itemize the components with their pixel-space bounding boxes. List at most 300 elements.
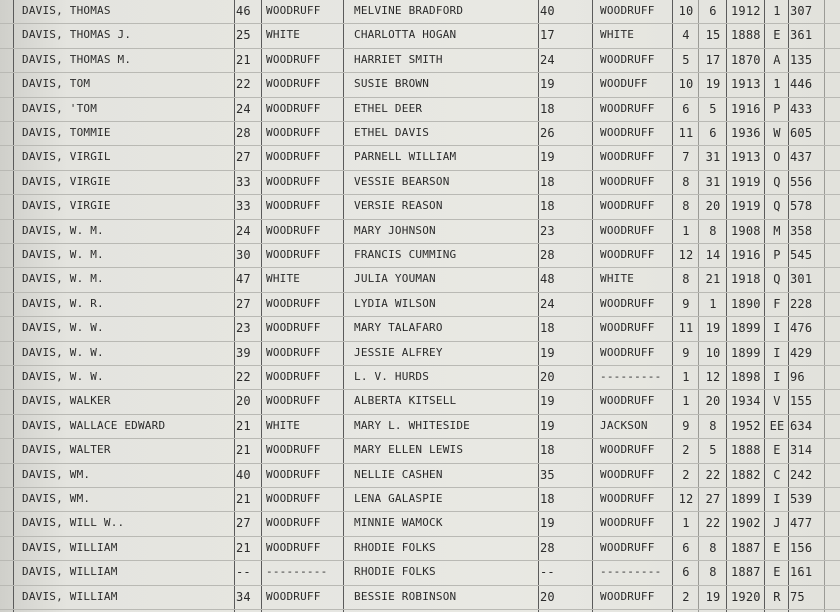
- groom-name: DAVIS, THOMAS J.: [22, 28, 132, 42]
- table-row: [0, 146, 840, 170]
- groom-age: 20: [236, 394, 251, 409]
- groom-residence: WOODRUFF: [266, 443, 321, 457]
- table-row: [0, 49, 840, 73]
- marriage-day: 10: [705, 345, 721, 360]
- bride-name: MARY L. WHITESIDE: [354, 418, 470, 432]
- groom-age: 23: [236, 321, 251, 336]
- marriage-day: 22: [705, 467, 721, 482]
- groom-name: DAVIS, THOMAS M.: [22, 52, 132, 66]
- marriage-year: 1920: [731, 589, 761, 604]
- marriage-month: 7: [682, 150, 690, 165]
- bride-age: --: [540, 565, 555, 580]
- record-book: E: [773, 443, 781, 458]
- bride-name: RHODIE FOLKS: [354, 565, 436, 579]
- bride-residence: WOODRUFF: [600, 248, 655, 261]
- groom-name: DAVIS, W. M.: [22, 223, 104, 237]
- bride-age: 18: [540, 174, 555, 189]
- record-page: 433: [790, 101, 813, 116]
- groom-age: 21: [236, 540, 251, 555]
- groom-residence: WOODRUFF: [266, 540, 321, 554]
- groom-residence: WOODRUFF: [266, 52, 321, 66]
- groom-residence: WOODRUFF: [266, 77, 321, 91]
- table-row: [0, 537, 840, 561]
- marriage-year: 1952: [731, 418, 761, 433]
- table-row: [0, 195, 840, 219]
- groom-name: DAVIS, WALLACE EDWARD: [22, 418, 166, 432]
- record-book: E: [773, 540, 781, 555]
- bride-age: 20: [540, 589, 555, 604]
- marriage-day: 31: [705, 174, 721, 189]
- marriage-day: 21: [705, 272, 721, 287]
- groom-residence: WOODRUFF: [266, 199, 321, 213]
- groom-age: 27: [236, 516, 251, 531]
- marriage-year: 1919: [731, 199, 761, 214]
- record-book: 1: [773, 77, 781, 92]
- record-book: I: [773, 492, 781, 506]
- marriage-year: 1908: [731, 223, 761, 238]
- bride-age: 19: [540, 345, 555, 360]
- marriage-month: 6: [682, 565, 690, 580]
- groom-age: 33: [236, 199, 251, 214]
- groom-name: DAVIS, W. W.: [22, 370, 104, 383]
- bride-residence: WOODRUFF: [600, 345, 655, 359]
- groom-residence: WOODRUFF: [266, 4, 321, 17]
- marriage-day: 5: [709, 101, 717, 116]
- bride-residence: WOODRUFF: [600, 126, 655, 139]
- bride-name: FRANCIS CUMMING: [354, 248, 457, 261]
- table-row: [0, 244, 840, 268]
- bride-name: ETHEL DAVIS: [354, 126, 430, 139]
- marriage-day: 20: [705, 199, 721, 214]
- marriage-month: 8: [682, 174, 690, 189]
- groom-name: DAVIS, WM.: [22, 492, 91, 505]
- marriage-month: 9: [682, 345, 690, 360]
- bride-residence: WHITE: [600, 272, 635, 286]
- marriage-day: 19: [705, 321, 721, 336]
- bride-age: 26: [540, 126, 555, 140]
- groom-residence: WOODRUFF: [266, 296, 321, 310]
- groom-name: DAVIS, 'TOM: [22, 101, 98, 115]
- bride-residence: WOODRUFF: [600, 492, 655, 505]
- groom-age: 33: [236, 174, 251, 189]
- marriage-month: 1: [682, 370, 690, 384]
- marriage-day: 8: [709, 540, 717, 555]
- record-page: 155: [790, 394, 813, 409]
- groom-age: 25: [236, 28, 251, 43]
- groom-age: 34: [236, 589, 251, 604]
- marriage-day: 17: [705, 52, 721, 67]
- marriage-month: 1: [682, 223, 690, 238]
- groom-residence: ---------: [266, 565, 328, 579]
- groom-age: 21: [236, 492, 251, 506]
- bride-residence: WOODRUFF: [600, 540, 655, 554]
- bride-residence: WOODRUFF: [600, 394, 655, 408]
- groom-residence: WOODRUFF: [266, 248, 321, 261]
- bride-age: 18: [540, 101, 555, 116]
- bride-residence: ---------: [600, 565, 662, 579]
- record-book: R: [773, 589, 781, 604]
- bride-residence: WOODRUFF: [600, 174, 655, 188]
- record-page: 605: [790, 126, 813, 140]
- marriage-month: 11: [678, 321, 694, 336]
- marriage-year: 1918: [731, 272, 761, 287]
- marriage-month: 10: [678, 4, 694, 18]
- bride-name: MARY JOHNSON: [354, 223, 436, 237]
- record-book: A: [773, 52, 781, 67]
- record-book: E: [773, 28, 781, 43]
- record-book: I: [773, 321, 781, 336]
- groom-name: DAVIS, WALTER: [22, 443, 111, 457]
- groom-residence: WOODRUFF: [266, 370, 321, 383]
- marriage-year: 1899: [731, 345, 761, 360]
- groom-name: DAVIS, W. W.: [22, 321, 104, 335]
- groom-name: DAVIS, W. M.: [22, 248, 104, 261]
- groom-residence: WOODRUFF: [266, 516, 321, 530]
- bride-name: MINNIE WAMOCK: [354, 516, 443, 530]
- marriage-year: 1916: [731, 248, 761, 262]
- record-page: 314: [790, 443, 813, 458]
- table-row: [0, 24, 840, 48]
- groom-age: 21: [236, 418, 251, 433]
- marriage-year: 1913: [731, 150, 761, 165]
- marriage-month: 6: [682, 540, 690, 555]
- record-page: 135: [790, 52, 813, 67]
- record-book: Q: [773, 199, 781, 214]
- bride-name: VESSIE BEARSON: [354, 174, 450, 188]
- marriage-year: 1916: [731, 101, 761, 116]
- marriage-month: 11: [678, 126, 694, 140]
- bride-age: 19: [540, 394, 555, 409]
- record-book: EE: [769, 418, 785, 433]
- record-page: 161: [790, 565, 813, 580]
- groom-age: 24: [236, 223, 251, 238]
- marriage-month: 10: [678, 77, 694, 92]
- bride-age: 19: [540, 418, 555, 433]
- marriage-month: 8: [682, 272, 690, 287]
- record-page: 545: [790, 248, 813, 262]
- groom-residence: WOODRUFF: [266, 345, 321, 359]
- record-book: O: [773, 150, 781, 165]
- table-row: [0, 512, 840, 536]
- bride-age: 18: [540, 321, 555, 336]
- groom-name: DAVIS, VIRGIL: [22, 150, 111, 164]
- record-page: 446: [790, 77, 813, 92]
- table-row: [0, 317, 840, 341]
- groom-age: 21: [236, 443, 251, 458]
- groom-age: --: [236, 565, 251, 580]
- bride-age: 18: [540, 443, 555, 458]
- record-page: 476: [790, 321, 813, 336]
- record-book: W: [773, 126, 781, 140]
- table-row: [0, 342, 840, 366]
- groom-age: 46: [236, 4, 251, 18]
- marriage-year: 1913: [731, 77, 761, 92]
- marriage-year: 1936: [731, 126, 761, 140]
- marriage-day: 20: [705, 394, 721, 409]
- marriage-day: 27: [705, 492, 721, 506]
- marriage-day: 8: [709, 418, 717, 433]
- marriage-year: 1887: [731, 540, 761, 555]
- record-book: I: [773, 345, 781, 360]
- marriage-day: 19: [705, 77, 721, 92]
- record-book: M: [773, 223, 781, 238]
- record-book: I: [773, 370, 781, 384]
- bride-residence: WOODRUFF: [600, 199, 655, 213]
- groom-residence: WOODRUFF: [266, 150, 321, 164]
- groom-residence: WOODRUFF: [266, 126, 321, 139]
- bride-residence: JACKSON: [600, 418, 648, 432]
- record-page: 634: [790, 418, 813, 433]
- groom-name: DAVIS, WILLIAM: [22, 540, 118, 554]
- bride-residence: WOODRUFF: [600, 516, 655, 530]
- bride-residence: WOODRUFF: [600, 467, 655, 481]
- record-page: 228: [790, 296, 813, 311]
- record-page: 96: [790, 370, 805, 384]
- bride-age: 35: [540, 467, 555, 482]
- bride-residence: WOODUFF: [600, 77, 648, 91]
- groom-age: 47: [236, 272, 251, 287]
- bride-residence: WOODRUFF: [600, 589, 655, 603]
- bride-name: L. V. HURDS: [354, 370, 430, 383]
- marriage-year: 1890: [731, 296, 761, 311]
- groom-age: 22: [236, 77, 251, 92]
- record-book: C: [773, 467, 781, 482]
- bride-age: 28: [540, 248, 555, 262]
- groom-residence: WHITE: [266, 418, 301, 432]
- record-page: 75: [790, 589, 805, 604]
- marriage-day: 6: [709, 4, 717, 18]
- marriage-month: 9: [682, 296, 690, 311]
- table-row: [0, 488, 840, 512]
- marriage-day: 22: [705, 516, 721, 531]
- bride-residence: WOODRUFF: [600, 150, 655, 164]
- bride-name: MARY ELLEN LEWIS: [354, 443, 464, 457]
- record-book: E: [773, 565, 781, 580]
- record-page: 301: [790, 272, 813, 287]
- table-row: [0, 122, 840, 146]
- record-book: 1: [773, 4, 781, 18]
- marriage-year: 1934: [731, 394, 761, 409]
- record-page: 307: [790, 4, 813, 18]
- record-book: V: [773, 394, 781, 409]
- marriage-day: 8: [709, 223, 717, 238]
- groom-residence: WOODRUFF: [266, 394, 321, 408]
- bride-residence: WOODRUFF: [600, 52, 655, 66]
- table-row: [0, 464, 840, 488]
- record-book: Q: [773, 272, 781, 287]
- groom-residence: WOODRUFF: [266, 101, 321, 115]
- record-page: 361: [790, 28, 813, 43]
- table-row: [0, 268, 840, 292]
- table-row: [0, 439, 840, 463]
- bride-residence: ---------: [600, 370, 662, 383]
- groom-age: 27: [236, 296, 251, 311]
- bride-age: 18: [540, 492, 555, 506]
- table-row: [0, 586, 840, 610]
- marriage-day: 12: [705, 370, 721, 384]
- table-row: [0, 366, 840, 390]
- marriage-year: 1898: [731, 370, 761, 384]
- record-book: P: [773, 248, 781, 262]
- marriage-day: 5: [709, 443, 717, 458]
- marriage-year: 1870: [731, 52, 761, 67]
- groom-name: DAVIS, WALKER: [22, 394, 111, 408]
- marriage-year: 1899: [731, 321, 761, 336]
- groom-age: 27: [236, 150, 251, 165]
- table-row: [0, 415, 840, 439]
- marriage-year: 1899: [731, 492, 761, 506]
- marriage-month: 12: [678, 248, 694, 262]
- bride-age: 40: [540, 4, 555, 18]
- bride-residence: WOODRUFF: [600, 443, 655, 457]
- record-book: P: [773, 101, 781, 116]
- bride-name: HARRIET SMITH: [354, 52, 443, 66]
- bride-name: LYDIA WILSON: [354, 296, 436, 310]
- bride-name: MELVINE BRADFORD: [354, 4, 464, 17]
- record-page: 539: [790, 492, 813, 506]
- bride-name: JESSIE ALFREY: [354, 345, 443, 359]
- groom-name: DAVIS, WILL W..: [22, 516, 125, 530]
- bride-name: ALBERTA KITSELL: [354, 394, 457, 408]
- table-row: [0, 390, 840, 414]
- marriage-year: 1887: [731, 565, 761, 580]
- bride-residence: WOODRUFF: [600, 223, 655, 237]
- groom-name: DAVIS, TOM: [22, 77, 91, 91]
- bride-residence: WOODRUFF: [600, 321, 655, 335]
- groom-name: DAVIS, W. R.: [22, 296, 104, 310]
- bride-age: 19: [540, 150, 555, 165]
- bride-name: CHARLOTTA HOGAN: [354, 28, 457, 42]
- table-row: [0, 220, 840, 244]
- bride-residence: WOODRUFF: [600, 296, 655, 310]
- groom-residence: WOODRUFF: [266, 174, 321, 188]
- groom-name: DAVIS, W. M.: [22, 272, 104, 286]
- groom-residence: WHITE: [266, 272, 301, 286]
- table-row: [0, 561, 840, 585]
- bride-age: 28: [540, 540, 555, 555]
- bride-age: 23: [540, 223, 555, 238]
- marriage-month: 12: [678, 492, 694, 506]
- groom-name: DAVIS, VIRGIE: [22, 174, 111, 188]
- marriage-year: 1919: [731, 174, 761, 189]
- marriage-day: 8: [709, 565, 717, 580]
- bride-age: 17: [540, 28, 555, 43]
- groom-age: 24: [236, 101, 251, 116]
- table-row: [0, 293, 840, 317]
- marriage-day: 14: [705, 248, 721, 262]
- bride-name: VERSIE REASON: [354, 199, 443, 213]
- record-page: 477: [790, 516, 813, 531]
- bride-name: NELLIE CASHEN: [354, 467, 443, 481]
- record-page: 437: [790, 150, 813, 165]
- bride-age: 24: [540, 296, 555, 311]
- groom-age: 21: [236, 52, 251, 67]
- marriage-month: 6: [682, 101, 690, 116]
- groom-name: DAVIS, WM.: [22, 467, 91, 481]
- bride-name: LENA GALASPIE: [354, 492, 443, 505]
- groom-residence: WOODRUFF: [266, 492, 321, 505]
- marriage-day: 31: [705, 150, 721, 165]
- bride-age: 19: [540, 516, 555, 531]
- bride-age: 18: [540, 199, 555, 214]
- marriage-month: 2: [682, 443, 690, 458]
- groom-name: DAVIS, THOMAS: [22, 4, 111, 17]
- marriage-day: 19: [705, 589, 721, 604]
- bride-name: ETHEL DEER: [354, 101, 423, 115]
- marriage-year: 1882: [731, 467, 761, 482]
- bride-name: MARY TALAFARO: [354, 321, 443, 335]
- marriage-year: 1888: [731, 28, 761, 43]
- record-book: F: [773, 296, 781, 311]
- groom-name: DAVIS, WILLIAM: [22, 565, 118, 579]
- groom-name: DAVIS, WILLIAM: [22, 589, 118, 603]
- groom-residence: WOODRUFF: [266, 589, 321, 603]
- bride-name: BESSIE ROBINSON: [354, 589, 457, 603]
- record-page: 156: [790, 540, 813, 555]
- marriage-month: 5: [682, 52, 690, 67]
- bride-name: PARNELL WILLIAM: [354, 150, 457, 164]
- groom-residence: WOODRUFF: [266, 223, 321, 237]
- marriage-year: 1912: [731, 4, 761, 18]
- bride-age: 20: [540, 370, 555, 384]
- table-row: [0, 98, 840, 122]
- bride-name: SUSIE BROWN: [354, 77, 430, 91]
- marriage-day: 6: [709, 126, 717, 140]
- marriage-year: 1888: [731, 443, 761, 458]
- groom-age: 28: [236, 126, 251, 140]
- groom-age: 22: [236, 370, 251, 384]
- marriage-month: 4: [682, 28, 690, 43]
- marriage-month: 8: [682, 199, 690, 214]
- record-book: Q: [773, 174, 781, 189]
- table-row: [0, 0, 840, 24]
- marriage-month: 9: [682, 418, 690, 433]
- groom-residence: WOODRUFF: [266, 467, 321, 481]
- record-page: 242: [790, 467, 813, 482]
- record-page: 556: [790, 174, 813, 189]
- bride-name: JULIA YOUMAN: [354, 272, 436, 286]
- groom-age: 30: [236, 248, 251, 262]
- bride-residence: WHITE: [600, 28, 635, 42]
- marriage-year: 1902: [731, 516, 761, 531]
- marriage-day: 1: [709, 296, 717, 311]
- bride-age: 19: [540, 77, 555, 92]
- record-book: J: [773, 516, 781, 531]
- bride-age: 24: [540, 52, 555, 67]
- record-page: 429: [790, 345, 813, 360]
- marriage-month: 2: [682, 589, 690, 604]
- marriage-month: 2: [682, 467, 690, 482]
- marriage-day: 15: [705, 28, 721, 43]
- bride-residence: WOODRUFF: [600, 4, 655, 17]
- groom-name: DAVIS, TOMMIE: [22, 126, 111, 139]
- groom-age: 40: [236, 467, 251, 482]
- groom-name: DAVIS, W. W.: [22, 345, 104, 359]
- bride-residence: WOODRUFF: [600, 101, 655, 115]
- marriage-month: 1: [682, 394, 690, 409]
- groom-age: 39: [236, 345, 251, 360]
- table-row: [0, 73, 840, 97]
- bride-name: RHODIE FOLKS: [354, 540, 436, 554]
- groom-residence: WOODRUFF: [266, 321, 321, 335]
- record-page: 578: [790, 199, 813, 214]
- table-row: [0, 171, 840, 195]
- record-page: 358: [790, 223, 813, 238]
- groom-name: DAVIS, VIRGIE: [22, 199, 111, 213]
- bride-age: 48: [540, 272, 555, 287]
- groom-residence: WHITE: [266, 28, 301, 42]
- marriage-month: 1: [682, 516, 690, 531]
